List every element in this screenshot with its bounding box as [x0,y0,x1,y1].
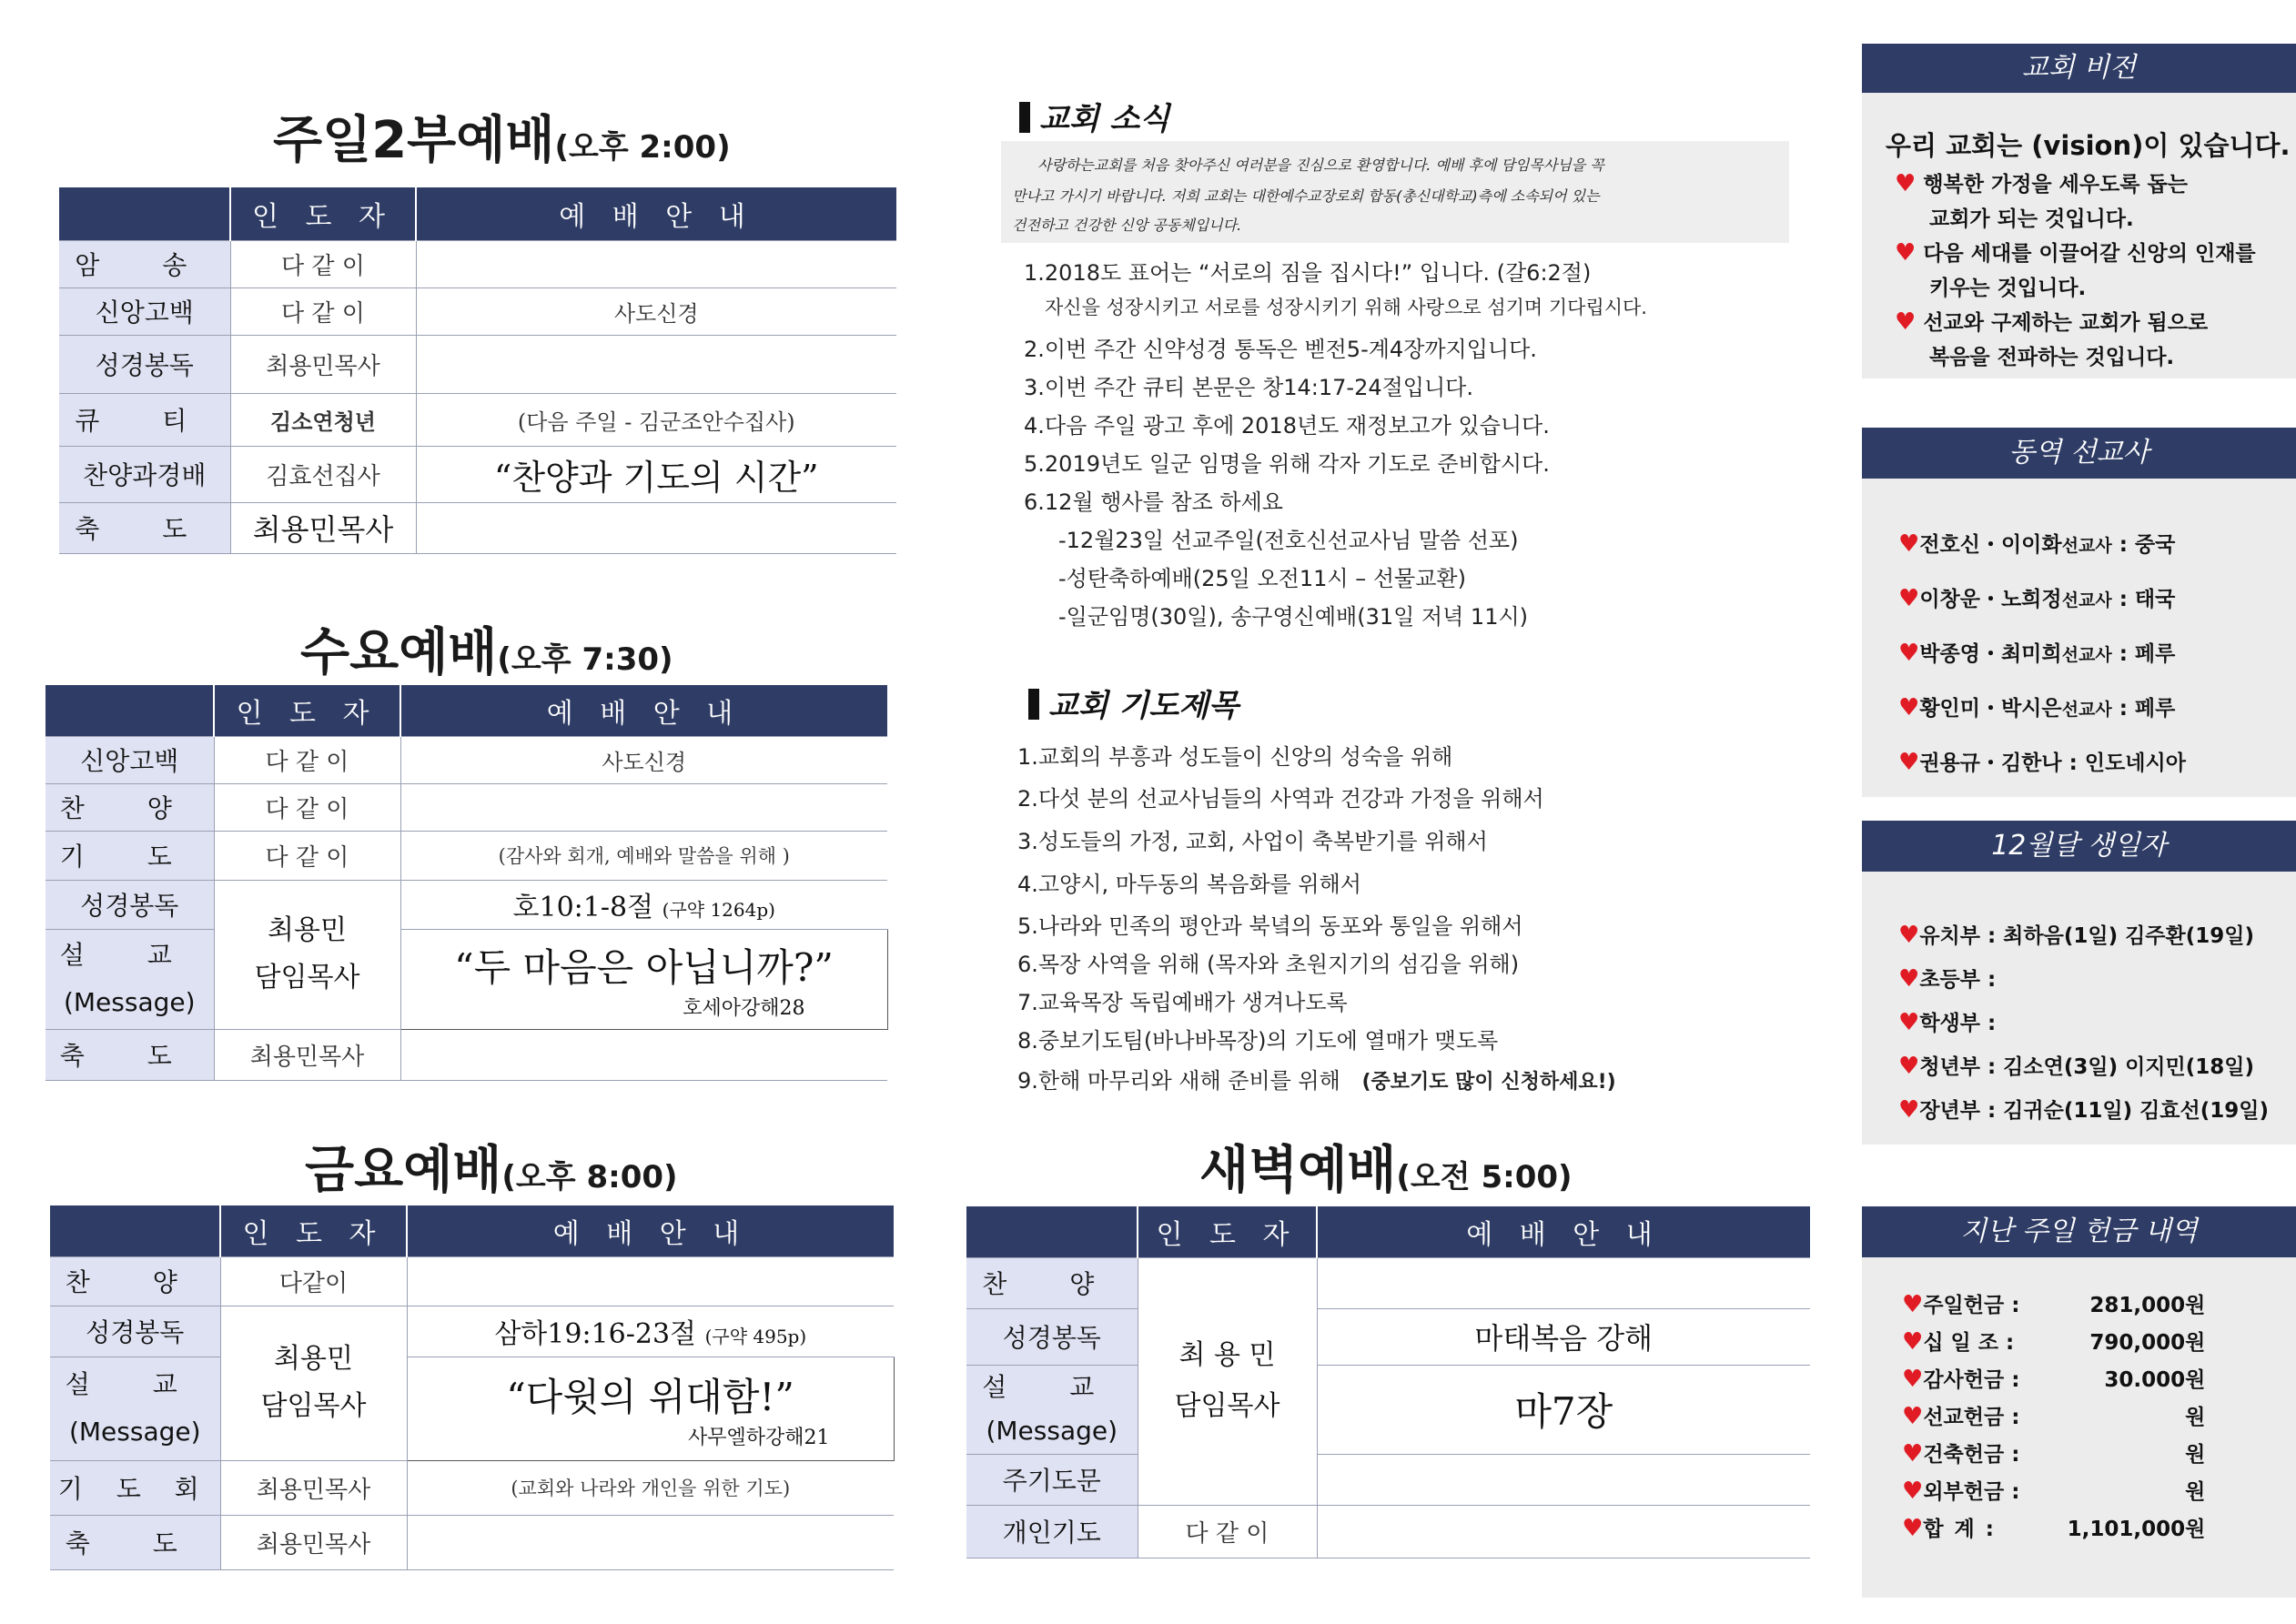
dawn-title [1199,1130,1573,1203]
dawn-time: (오전 5:00) [1396,1159,1573,1195]
vision-lead: 우리 교회는 (vision)이 있습니다. [1886,130,2291,161]
heart-icon: ♥ [1902,1291,1924,1318]
offering-label: 건축헌금 : [1923,1443,2020,1467]
merged-leader [220,1306,407,1460]
missionary-item [1898,691,2175,721]
row-leader: 김소연청년 [230,393,416,446]
sermon-series: 사무엘하강해21 [687,1426,830,1449]
prayer-title: 교회 기도제목 [1048,688,1239,724]
heart-icon: ♥ [1898,965,1920,993]
row-label: 신앙고백 [46,736,214,783]
vision-title: 교회 비전 [2021,52,2137,84]
missionary-names: 권용규・김한나 [1919,751,2062,775]
row-info: (교회와 나라와 개인을 위한 기도) [407,1460,894,1515]
birthdays-title: 12월달 생일자 [1991,830,2167,862]
missionary-item [1898,528,2175,558]
row-info [416,335,896,393]
missionary-names: 박종영・최미희 [1919,642,2062,666]
header-leader: 인 도 자 [1138,1206,1317,1257]
leader-title: 담임목사 [1174,1390,1280,1422]
offering-title: 지난 주일 헌금 내역 [1960,1215,2198,1247]
dawn-title-text: 새벽예배 [1199,1141,1397,1200]
heart-icon: ♥ [1902,1403,1924,1430]
vision-item [1895,237,2256,267]
prayer-item: 5.나라와 민족의 평안과 북녘의 동포와 통일을 위해서 [1017,913,1523,939]
prayer-item: 4.고양시, 마두동의 복음화를 위해서 [1017,872,1361,897]
sidebar-gap [1862,1145,2296,1206]
header-info: 예 배 안 내 [407,1205,894,1256]
offering-amount: 281,000원 [2089,1294,2206,1317]
news-intro-line: 건전하고 건강한 신앙 공동체입니다. [1012,217,1242,234]
heart-icon: ♥ [1895,239,1917,267]
sermon-label [50,1357,220,1460]
heart-icon: ♥ [1902,1366,1924,1393]
heart-icon: ♥ [1898,640,1920,667]
offering-item [1902,1475,2205,1505]
news-item: 자신을 성장시키고 서로를 성장시키기 위해 사랑으로 섬기며 기다립시다. [1045,297,1647,318]
sermon-label [46,929,214,1029]
row-label: 찬 양 [966,1257,1138,1308]
row-label: 성경봉독 [966,1308,1138,1365]
row-label: 찬 양 [50,1256,220,1306]
row-info [416,240,896,287]
missionary-place: : 태국 [2119,588,2176,611]
row-leader: 다 같 이 [1138,1505,1317,1558]
prayer-item: 6.목장 사역을 위해 (목자와 초원지기의 섬김을 위해) [1017,952,1520,977]
sermon-label [966,1365,1138,1454]
leader-name: 최용민 [268,914,347,946]
offering-label: 십 일 조 : [1923,1331,2015,1355]
wednesday-title [300,612,673,685]
row-label: 축 도 [46,1029,214,1080]
vision-item [1895,306,2208,336]
offering-amount: 원 [2185,1443,2206,1467]
row-leader: 최용민목사 [220,1515,407,1569]
sunday2-title [273,100,731,173]
sermon-label-text: 설 교 [65,1369,205,1399]
row-leader: 다 같 이 [214,736,400,783]
birthday-item [1898,963,1996,993]
friday-title [305,1130,678,1203]
missionaries-title: 동역 선교사 [2008,437,2149,469]
offering-label: 주일헌금 : [1923,1294,2020,1317]
sermon-label-en: (Message) [68,1417,201,1447]
row-info: (감사와 회개, 예배와 말씀을 위해 ) [400,831,887,880]
row-leader: 최용민목사 [230,502,416,553]
news-item: -일군임명(30일), 송구영신예배(31일 저녁 11시) [1058,604,1529,630]
header-blank [966,1206,1138,1257]
row-label: 성경봉독 [50,1306,220,1357]
news-item: 1.2018도 표어는 “서로의 짐을 집시다!” 입니다. (갈6:2절) [1024,260,1592,286]
news-item: -성탄축하예배(25일 오전11시 – 선물교환) [1058,566,1466,591]
vision-item [1895,167,2188,197]
missionary-suffix: 선교사 [2061,590,2112,610]
row-label: 축 도 [50,1515,220,1569]
merged-leader [214,880,400,1029]
news-item: 5.2019년도 일군 임명을 위해 각자 기도로 준비합시다. [1024,451,1550,477]
row-label: 기 도 회 [50,1460,220,1515]
row-info [407,1256,894,1306]
header-info: 예 배 안 내 [400,685,887,736]
heart-icon: ♥ [1902,1478,1924,1505]
leader-title: 담임목사 [254,962,360,994]
prayer-item-bold: (중보기도 많이 신청하세요!) [1361,1071,1616,1094]
sunday2-table [59,187,896,554]
row-label: 축 도 [59,502,230,553]
prayer-header [1028,681,1239,725]
missionary-item [1898,582,2175,612]
missionary-item [1898,637,2175,667]
offering-item [1902,1512,2205,1542]
header-blank [59,187,230,240]
birthday-text: 장년부 : 김귀순(11일) 김효선(19일) [1919,1099,2269,1123]
missionary-place: : 중국 [2119,533,2176,557]
birthday-item [1898,919,2254,949]
row-leader: 다 같 이 [214,831,400,880]
row-info: 마태복음 강해 [1317,1308,1810,1365]
sermon-title: “두 마음은 아닙니까?” [454,944,834,990]
row-info: 사도신경 [400,736,887,783]
missionary-suffix: 선교사 [2061,536,2112,556]
missionary-names: 황인미・박시은 [1919,697,2062,721]
scripture [400,880,887,929]
missionary-names: 이창운・노희정 [1919,588,2062,611]
heart-icon: ♥ [1902,1328,1924,1356]
row-label: 성경봉독 [46,880,214,929]
row-label: 찬양과경배 [59,446,230,502]
header-leader: 인 도 자 [220,1205,407,1256]
prayer-item-9 [1017,1063,1616,1094]
row-leader: 최용민목사 [214,1029,400,1080]
news-item: 4.다음 주일 광고 후에 2018년도 재정보고가 있습니다. [1024,413,1550,439]
header-info: 예 배 안 내 [416,187,896,240]
offering-amount: 30.000원 [2104,1368,2206,1392]
heart-icon: ♥ [1895,170,1917,197]
row-label: 주기도문 [966,1454,1138,1505]
row-leader: 다 같 이 [230,240,416,287]
offering-label: 감사헌금 : [1923,1368,2020,1392]
row-label: 찬 양 [46,783,214,831]
friday-title-text: 금요예배 [305,1141,502,1200]
wednesday-table [46,685,888,1081]
leader-name: 최 용 민 [1178,1339,1276,1371]
offering-label: 외부헌금 : [1923,1480,2020,1504]
row-info: 사도신경 [416,287,896,335]
offering-band [1862,1206,2296,1257]
block-bar-icon [1019,102,1030,133]
block-bar-icon [1028,689,1039,720]
leader-title: 담임목사 [260,1390,367,1422]
sunday2-time: (오후 2:00) [554,129,731,166]
row-leader: 김효선집사 [230,446,416,502]
news-item: -12월23일 선교주일(전호신선교사님 말씀 선포) [1058,528,1519,553]
news-title: 교회 소식 [1039,101,1170,137]
friday-table [50,1205,895,1570]
row-info [407,1515,894,1569]
birthday-text: 학생부 : [1919,1012,1997,1035]
heart-icon: ♥ [1898,749,1920,776]
scripture-ref: 삼하19:16-23절 [494,1318,697,1350]
row-label: 암 송 [59,240,230,287]
offering-amount: 원 [2185,1480,2206,1504]
header-info: 예 배 안 내 [1317,1206,1810,1257]
offering-item [1902,1326,2205,1356]
row-leader: 다같이 [220,1256,407,1306]
wednesday-time: (오후 7:30) [497,641,673,678]
row-info [1317,1257,1810,1308]
leader-name: 최용민 [274,1343,353,1375]
scripture-page: (구약 1264p) [662,899,775,921]
heart-icon: ♥ [1898,1096,1920,1124]
sermon-label-en: (Message) [986,1416,1118,1446]
vision-item-line: 행복한 가정을 세우도록 돕는 [1923,173,2188,197]
news-intro-box [1001,141,1789,243]
birthday-item [1898,1094,2269,1124]
offering-amount: 1,101,000원 [2067,1518,2206,1541]
vision-item-line: 교회가 되는 것입니다. [1929,207,2134,231]
friday-time: (오후 8:00) [501,1159,678,1195]
prayer-item: 7.교육목장 독립예배가 생겨나도록 [1017,990,1348,1015]
missionary-item [1898,746,2186,776]
heart-icon: ♥ [1898,922,1920,949]
sermon-title: “다윗의 위대함!” [506,1374,794,1419]
sermon-label-text: 설 교 [59,940,199,970]
vision-item-line: 선교와 구제하는 교회가 됨으로 [1923,311,2209,335]
sermon-title: 마7장 [1317,1365,1810,1454]
heart-icon: ♥ [1898,1053,1920,1080]
missionary-suffix: 선교사 [2061,645,2112,665]
sidebar-gap [1862,378,2296,428]
dawn-table [966,1206,1810,1558]
sunday2-title-text: 주일2부예배 [273,111,555,170]
birthday-item [1898,1006,1996,1036]
sermon-label-en: (Message) [63,987,196,1017]
heart-icon: ♥ [1895,308,1917,336]
heart-icon: ♥ [1898,530,1920,558]
prayer-item: 9.한해 마무리와 새해 준비를 위해 [1017,1068,1340,1094]
heart-icon: ♥ [1898,585,1920,612]
offering-item [1902,1437,2205,1468]
offering-item [1902,1363,2205,1393]
offering-item [1902,1400,2205,1430]
vision-item-line: 복음을 전파하는 것입니다. [1929,346,2175,369]
birthday-text: 초등부 : [1919,968,1997,992]
scripture-ref: 호10:1-8절 [512,892,654,923]
prayer-item: 8.중보기도팀(바나바목장)의 기도에 열매가 맺도록 [1017,1028,1499,1054]
row-label: 큐 티 [59,393,230,446]
row-info [400,1029,887,1080]
news-header [1019,94,1169,138]
row-info [1317,1454,1810,1505]
sermon-box [407,1357,894,1460]
birthdays-band [1862,821,2296,872]
missionary-place: : 인도네시아 [2068,751,2186,775]
merged-leader [1138,1257,1317,1505]
offering-label: 합 계 : [1923,1518,1996,1541]
row-info [1317,1505,1810,1558]
vision-band [1862,44,2296,93]
prayer-item: 3.성도들의 가정, 교회, 사업이 축복받기를 위해서 [1017,829,1488,854]
prayer-item: 2.다섯 분의 선교사님들의 사역과 건강과 가정을 위해서 [1017,786,1544,812]
news-item: 6.12월 행사를 참조 하세요 [1024,489,1283,515]
heart-icon: ♥ [1902,1440,1924,1468]
row-label: 기 도 [46,831,214,880]
birthday-item [1898,1050,2254,1080]
row-leader: 다 같 이 [214,783,400,831]
scripture-page: (구약 495p) [704,1326,807,1347]
row-leader: 다 같 이 [230,287,416,335]
news-intro-line: 만나고 가시기 바랍니다. 저희 교회는 대한예수교장로회 합동(총신대학교)측에 소속되어 있는 [1012,187,1600,205]
sermon-label-text: 설 교 [982,1372,1122,1402]
heart-icon: ♥ [1898,1009,1920,1036]
offering-amount: 790,000원 [2089,1331,2206,1355]
sermon-series: 호세아강해28 [683,996,805,1020]
row-info [400,783,887,831]
sermon-box [400,929,887,1029]
news-intro-line: 사랑하는교회를 처음 찾아주신 여러분을 진심으로 환영합니다. 예배 후에 담임목사님을 꼭 [1037,156,1604,174]
row-leader: 최용민목사 [220,1460,407,1515]
news-item: 2.이번 주간 신약성경 통독은 벧전5-계4장까지입니다. [1024,337,1537,362]
row-info: “찬양과 기도의 시간” [416,446,896,502]
missionary-place: : 페루 [2119,697,2176,721]
row-label: 개인기도 [966,1505,1138,1558]
scripture [407,1306,894,1357]
row-label: 성경봉독 [59,335,230,393]
offering-amount: 원 [2185,1406,2206,1429]
wednesday-title-text: 수요예배 [300,623,498,682]
row-label: 신앙고백 [59,287,230,335]
sidebar-gap [1862,797,2296,821]
row-info: (다음 주일 - 김군조안수집사) [416,393,896,446]
missionaries-band [1862,428,2296,479]
missionary-names: 전호신・이이화 [1919,533,2062,557]
birthday-text: 청년부 : 김소연(3일) 이지민(18일) [1919,1055,2254,1079]
heart-icon: ♥ [1902,1515,1924,1542]
missionary-suffix: 선교사 [2061,700,2112,720]
missionary-place: : 페루 [2119,642,2176,666]
birthday-text: 유치부 : 최하음(1일) 김주환(19일) [1919,924,2254,948]
offering-label: 선교헌금 : [1923,1406,2020,1429]
row-info [416,502,896,553]
header-blank [46,685,214,736]
news-item: 3.이번 주간 큐티 본문은 창14:17-24절입니다. [1024,375,1473,400]
vision-item-line: 키우는 것입니다. [1929,277,2087,300]
header-blank [50,1205,220,1256]
prayer-item: 1.교회의 부흥과 성도들이 신앙의 성숙을 위해 [1017,744,1453,770]
offering-item [1902,1288,2205,1318]
heart-icon: ♥ [1898,694,1920,721]
vision-item-line: 다음 세대를 이끌어갈 신앙의 인재를 [1923,242,2256,266]
row-leader: 최용민목사 [230,335,416,393]
header-leader: 인 도 자 [214,685,400,736]
header-leader: 인 도 자 [230,187,416,240]
